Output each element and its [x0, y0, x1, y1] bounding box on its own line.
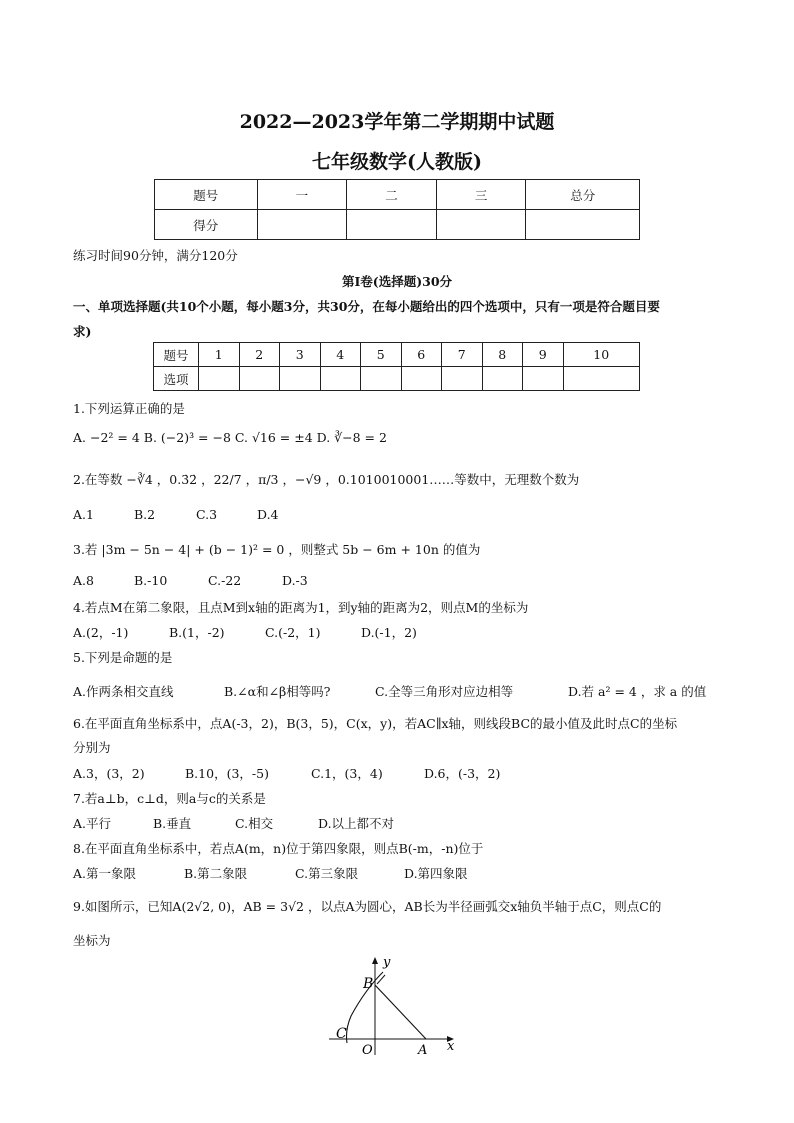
answer-cell[interactable]	[523, 367, 564, 391]
q2-option-d: D.4	[257, 507, 279, 522]
q5-option-c: C.全等三角形对应边相等	[375, 684, 514, 699]
q8-option-b: B.第二象限	[184, 866, 248, 881]
part1-heading: 一、单项选择题(共10个小题，每小题3分，共30分，在每小题给出的四个选项中，只有一项是符合题目要	[73, 299, 660, 314]
answer-header-cell: 6	[401, 343, 442, 367]
score-cell[interactable]	[526, 210, 640, 240]
q8-option-a: A.第一象限	[73, 866, 137, 881]
q4-option-b: B.(1，-2)	[169, 625, 225, 640]
q7-option-a: A.平行	[73, 816, 112, 831]
q2-option-c: C.3	[196, 507, 218, 522]
answer-cell[interactable]	[401, 367, 442, 391]
answer-cell[interactable]	[199, 367, 240, 391]
q2-stem: 2.在等数 −∛4 ，0.3̇2̇ ，22/7 ，π/3 ，−√9 ，0.1010010001……等数中，无理数个数为	[73, 472, 580, 487]
label-c: C	[336, 1026, 347, 1042]
answer-cell[interactable]	[442, 367, 483, 391]
q3-stem: 3.若 |3m − 5n − 4| + (b − 1)² = 0 ，则整式 5b − 6m + 10n 的值为	[73, 542, 481, 557]
answer-header-cell: 5	[361, 343, 402, 367]
q6-stem-cont: 分别为	[73, 740, 111, 755]
section-title: 第Ⅰ卷(选择题)30分	[341, 274, 453, 289]
answer-header-cell: 2	[239, 343, 280, 367]
answer-row-label: 选项	[154, 367, 199, 391]
answer-cell[interactable]	[361, 367, 402, 391]
q6-option-d: D.6，(-3，2)	[424, 766, 501, 781]
answer-cell[interactable]	[280, 367, 321, 391]
q9-stem: 9.如图所示，已知A(2√2, 0)，AB = 3√2 ，以点A为圆心，AB长为半径画弧交x轴负半轴于点C，则点C的	[73, 899, 662, 914]
part1-heading-cont: 求)	[73, 324, 92, 339]
y-axis-arrow-icon	[372, 957, 378, 964]
answer-header-cell: 1	[199, 343, 240, 367]
q3-option-c: C.-22	[208, 573, 242, 588]
q5-stem: 5.下列是命题的是	[73, 650, 173, 665]
answer-header-cell: 8	[482, 343, 523, 367]
score-row-label: 得分	[155, 210, 258, 240]
q6-option-c: C.1，(3，4)	[311, 766, 383, 781]
answer-header-cell: 7	[442, 343, 483, 367]
q6-option-b: B.10，(3，-5)	[185, 766, 269, 781]
label-o: O	[362, 1043, 373, 1058]
q9-stem-cont: 坐标为	[73, 933, 111, 948]
label-x: x	[447, 1039, 455, 1054]
label-a: A	[418, 1043, 428, 1058]
q8-stem: 8.在平面直角坐标系中，若点A(m，n)位于第四象限，则点B(-m，-n)位于	[73, 841, 484, 856]
q3-option-d: D.-3	[282, 573, 308, 588]
q2-option-a: A.1	[73, 507, 94, 522]
q6-stem: 6.在平面直角坐标系中，点A(-3，2)，B(3，5)，C(x，y)，若AC∥x轴，则线段BC的最小值及此时点C的坐标	[73, 716, 678, 731]
q1-stem: 1.下列运算正确的是	[73, 401, 185, 416]
q4-option-a: A.(2，-1)	[73, 625, 129, 640]
score-header-cell: 总分	[526, 180, 640, 210]
answer-header-cell: 10	[563, 343, 640, 367]
q6-option-a: A.3，(3，2)	[73, 766, 145, 781]
score-header-cell: 题号	[155, 180, 258, 210]
q8-option-c: C.第三象限	[295, 866, 359, 881]
score-table	[154, 179, 640, 240]
score-header-cell: 一	[257, 180, 347, 210]
segment-ab	[375, 985, 426, 1039]
q7-option-c: C.相交	[235, 816, 274, 831]
answer-cell[interactable]	[320, 367, 361, 391]
q4-option-c: C.(-2，1)	[265, 625, 321, 640]
q2-option-b: B.2	[134, 507, 156, 522]
page-title: 2022—2023学年第二学期期中试题	[239, 111, 555, 133]
answer-header-cell: 9	[523, 343, 564, 367]
score-header-cell: 三	[436, 180, 526, 210]
time-note: 练习时间90分钟，满分120分	[73, 248, 238, 263]
q1-options: A. −2² = 4 B. (−2)³ = −8 C. √16 = ±4 D. ∛−8 = 2	[73, 430, 387, 445]
q5-option-d: D.若 a² = 4 ，求 a 的值	[568, 684, 707, 699]
q8-option-d: D.第四象限	[404, 866, 468, 881]
answer-header-cell: 3	[280, 343, 321, 367]
page-subtitle: 七年级数学(人教版)	[312, 151, 482, 173]
q5-option-a: A.作两条相交直线	[73, 684, 174, 699]
q7-stem: 7.若a⊥b，c⊥d，则a与c的关系是	[73, 791, 266, 806]
q4-option-d: D.(-1，2)	[361, 625, 417, 640]
label-b: B	[363, 976, 374, 992]
answer-header-cell: 4	[320, 343, 361, 367]
score-cell[interactable]	[436, 210, 526, 240]
q3-option-b: B.-10	[134, 573, 168, 588]
q4-stem: 4.若点M在第二象限，且点M到x轴的距离为1，到y轴的距离为2，则点M的坐标为	[73, 600, 529, 615]
score-header-cell: 二	[347, 180, 437, 210]
answer-header-cell: 题号	[154, 343, 199, 367]
q3-option-a: A.8	[73, 573, 94, 588]
score-cell[interactable]	[257, 210, 347, 240]
score-cell[interactable]	[347, 210, 437, 240]
q9-figure	[325, 950, 470, 1060]
answer-cell[interactable]	[482, 367, 523, 391]
answer-table	[153, 342, 640, 391]
answer-cell[interactable]	[239, 367, 280, 391]
q5-option-b: B.∠α和∠β相等吗?	[224, 684, 331, 699]
label-y: y	[383, 955, 391, 970]
answer-cell[interactable]	[563, 367, 640, 391]
q7-option-b: B.垂直	[153, 816, 192, 831]
q7-option-d: D.以上都不对	[318, 816, 395, 831]
